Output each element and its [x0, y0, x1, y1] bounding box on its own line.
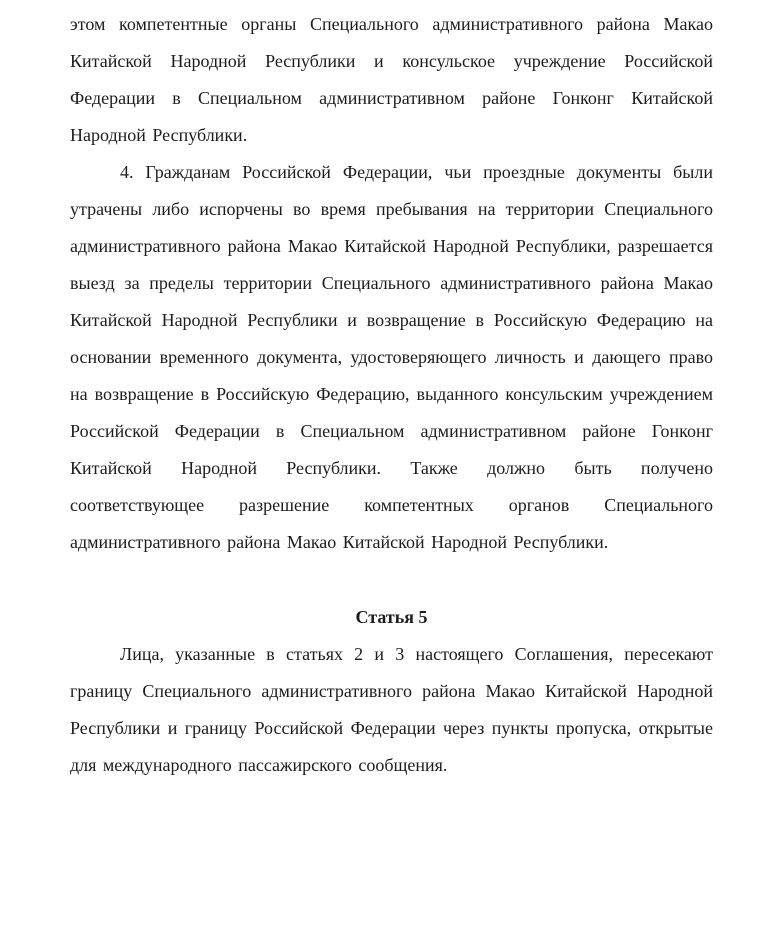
paragraph-point-4: 4. Гражданам Российской Федерации, чьи проездные документы были утрачены либо испорчены во время пребывания на территории Специального административного района Макао Китайской Народной Республики, разрешается выезд за пределы территории Специального административного района Макао Китайской Народной Республики и возвращение в Российскую Федерацию на основании временного документа, удостоверяющего личность и дающего право на возвращение в Российскую Федерацию, выданного консульским учреждением Российской Федерации в Специальном административном районе Гонконг Китайской Народной Республики. Также должно быть получено соответствующее разрешение компетентных органов Специального административного района Макао Китайской Народной Республики.	[70, 162, 713, 552]
article-5-heading: Статья 5	[355, 607, 428, 627]
paragraph-article-5: Лица, указанные в статьях 2 и 3 настоящего Соглашения, пересекают границу Специального административного района Макао Китайской Народной Республики и границу Российской Федерации через пункты пропуска, открытые для международного пассажирского сообщения.	[70, 644, 713, 775]
paragraph-continuation: этом компетентные органы Специального административного района Макао Китайской Народной Республики и консульское учреждение Российской Федерации в Специальном административном районе Гонконг Китайской Народной Республики.	[70, 14, 713, 145]
